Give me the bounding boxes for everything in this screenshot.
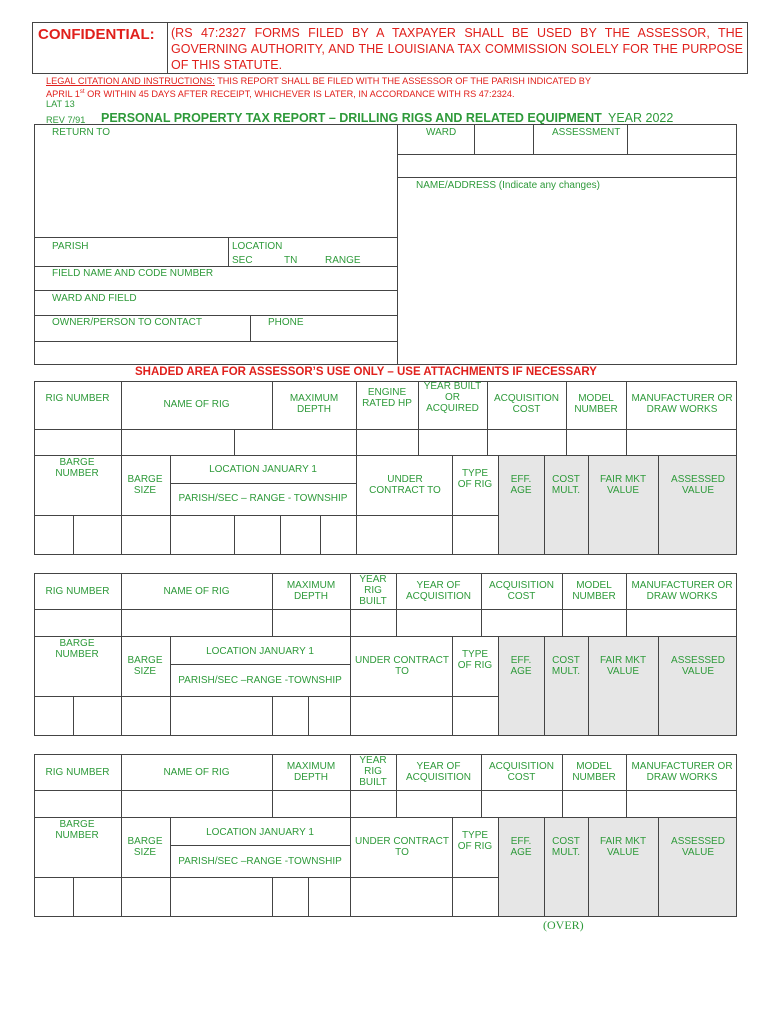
b1-barge-size: BARGE SIZE (127, 474, 163, 496)
b1-v6 (566, 381, 567, 455)
b3-w7 (544, 817, 545, 917)
shaded-notice: SHADED AREA FOR ASSESSOR’S USE ONLY – USE ATTACHMENTS IF NECESSARY (135, 366, 597, 378)
b2-shade (498, 637, 736, 735)
b2-fair-mkt: FAIR MKT VALUE (599, 655, 647, 677)
b3-v5 (481, 754, 482, 817)
b2-v3 (350, 573, 351, 636)
b1-loc-mid (170, 483, 356, 484)
b2-h1 (34, 609, 737, 610)
b2-w4 (350, 636, 351, 736)
b3-year-rig-built: YEAR RIG BUILT (359, 755, 387, 788)
b1-v4 (418, 381, 419, 455)
b2-year-acq: YEAR OF ACQUISITION (405, 580, 471, 602)
b1-assessed: ASSESSED VALUE (671, 474, 725, 496)
b1-v2 (272, 381, 273, 429)
b2-cost-mult: COST MULT. (551, 655, 581, 677)
b1-parish-sec: PARISH/SEC – RANGE - TOWNSHIP (178, 493, 348, 504)
b3-w8 (588, 817, 589, 917)
b1-w1 (121, 455, 122, 555)
confidential-text: (RS 47:2327 FORMS FILED BY A TAXPAYER SHALL BE USED BY THE ASSESSOR, THE GOVERNING AUTHORITY, AND THE LOUISIANA TAX COMMISSION SOLELY FOR THE PURPOSE OF THIS STATUTE. (171, 26, 743, 72)
lat-code: LAT 13 (46, 99, 75, 109)
ward-field-top (34, 290, 397, 291)
b3-model: MODEL NUMBER (572, 761, 616, 783)
b1-location-jan: LOCATION JANUARY 1 (209, 464, 317, 475)
b1-engine: ENGINE RATED HP (362, 387, 412, 409)
return-to-field[interactable] (35, 140, 396, 237)
tn-label: TN (284, 255, 298, 266)
b2-v6 (562, 573, 563, 636)
b3-v1 (121, 754, 122, 817)
b3-v6 (562, 754, 563, 817)
b3-w5 (452, 817, 453, 917)
over-label: (OVER) (543, 918, 584, 932)
b3-v3 (350, 754, 351, 817)
b1-w3c (320, 515, 321, 555)
b1-cost-mult: COST MULT. (551, 474, 581, 496)
b2-w5 (452, 636, 453, 736)
b3-loc-mid (170, 845, 350, 846)
b1-max-depth: MAXIMUM DEPTH (289, 393, 339, 415)
b2-v4 (396, 573, 397, 636)
phone-label: PHONE (268, 317, 304, 328)
form-year: YEAR 2022 (608, 111, 674, 125)
range-label: RANGE (325, 255, 361, 266)
ward-div3 (627, 124, 628, 154)
b1-v5 (487, 381, 488, 455)
b2-rig-number: RIG NUMBER (45, 586, 110, 597)
b2-loc-mid (170, 664, 350, 665)
b3-max-depth: MAXIMUM DEPTH (286, 761, 336, 783)
b1-v3 (356, 381, 357, 455)
name-address-label: NAME/ADDRESS (Indicate any changes) (416, 180, 600, 191)
b2-v7 (626, 573, 627, 636)
b2-model: MODEL NUMBER (572, 580, 616, 602)
field-row-top (34, 266, 397, 267)
b1-year-built: YEAR BUILT OR ACQUIRED (423, 381, 482, 414)
b1-acq-cost: ACQUISITION COST (493, 393, 559, 415)
b2-w7 (544, 636, 545, 736)
b3-acq-cost: ACQUISITION COST (488, 761, 554, 783)
b2-year-rig-built: YEAR RIG BUILT (359, 574, 387, 607)
b2-w9 (658, 636, 659, 736)
ward-field-label: WARD AND FIELD (52, 293, 137, 304)
b1-w7 (544, 455, 545, 555)
b2-barge-number: BARGE NUMBER (55, 638, 99, 660)
parish-div (228, 237, 229, 266)
parish-label: PARISH (52, 241, 89, 252)
b3-cost-mult: COST MULT. (551, 836, 581, 858)
form-title: PERSONAL PROPERTY TAX REPORT – DRILLING RIGS AND RELATED EQUIPMENT (101, 111, 602, 125)
b3-assessed: ASSESSED VALUE (671, 836, 725, 858)
b1-name-of-rig: NAME OF RIG (163, 399, 230, 410)
b2-v1 (121, 573, 122, 636)
b3-rig-number: RIG NUMBER (45, 767, 110, 778)
b1-under-contract: UNDER CONTRACT TO (369, 474, 441, 496)
b1-fair-mkt: FAIR MKT VALUE (599, 474, 647, 496)
b1-w3b (280, 515, 281, 555)
b3-w4 (350, 817, 351, 917)
b1-w6 (498, 455, 499, 555)
b2-w8 (588, 636, 589, 736)
b3-shade (498, 818, 736, 916)
b1-v7 (626, 381, 627, 455)
b1-type-of-rig: TYPE OF RIG (457, 468, 493, 490)
b2-v5 (481, 573, 482, 636)
b2-w3 (272, 696, 273, 736)
b3-w6 (498, 817, 499, 917)
b3-eff-age: EFF. AGE (510, 836, 532, 858)
b1-w3 (234, 515, 235, 555)
b2-manufacturer: MANUFACTURER OR DRAW WORKS (631, 580, 733, 602)
b3-w1b (73, 877, 74, 917)
confidential-divider (167, 22, 168, 74)
location-label: LOCATION (232, 241, 283, 252)
b2-max-depth: MAXIMUM DEPTH (286, 580, 336, 602)
b1-h1 (34, 429, 737, 430)
b1-manufacturer: MANUFACTURER OR DRAW WORKS (631, 393, 733, 415)
name-address-top (397, 177, 737, 178)
b3-h1 (34, 790, 737, 791)
b1-rig-number: RIG NUMBER (45, 393, 110, 404)
owner-label: OWNER/PERSON TO CONTACT (52, 317, 203, 328)
sec-label: SEC (232, 255, 253, 266)
legal-line2-text: OR WITHIN 45 DAYS AFTER RECEIPT, WHICHEVER IS LATER, IN ACCORDANCE WITH RS 47:2324. (87, 89, 515, 100)
b1-shade (498, 456, 736, 554)
b2-w3b (308, 696, 309, 736)
b3-fair-mkt: FAIR MKT VALUE (599, 836, 647, 858)
owner-row-top (34, 315, 397, 316)
b1-v2b (234, 429, 235, 455)
b2-v2 (272, 573, 273, 636)
ward-div1 (474, 124, 475, 154)
b3-w9 (658, 817, 659, 917)
b3-year-acq: YEAR OF ACQUISITION (405, 761, 471, 783)
b3-location-jan: LOCATION JANUARY 1 (206, 827, 314, 838)
b1-w8 (588, 455, 589, 555)
b3-parish-sec: PARISH/SEC –RANGE -TOWNSHIP (178, 856, 342, 867)
owner-div (250, 315, 251, 341)
b2-eff-age: EFF. AGE (510, 655, 532, 677)
b2-w1 (121, 636, 122, 736)
legal-citation (46, 76, 591, 86)
b3-under-contract: UNDER CONTRACT TO (355, 836, 449, 858)
assessment-label: ASSESSMENT (552, 127, 621, 138)
b2-w1b (73, 696, 74, 736)
b3-w3 (272, 877, 273, 917)
ward-row-bottom (397, 154, 737, 155)
b3-w3b (308, 877, 309, 917)
b2-name-of-rig: NAME OF RIG (163, 586, 230, 597)
b2-barge-size: BARGE SIZE (127, 655, 163, 677)
b1-w4 (356, 455, 357, 555)
b1-w5 (452, 455, 453, 555)
b1-eff-age: EFF. AGE (510, 474, 532, 496)
b2-acq-cost: ACQUISITION COST (488, 580, 554, 602)
b1-w1b (73, 515, 74, 555)
legal-text: THIS REPORT SHALL BE FILED WITH THE ASSESSOR OF THE PARISH INDICATED BY (217, 76, 592, 86)
legal-line2 (46, 87, 515, 99)
b2-location-jan: LOCATION JANUARY 1 (206, 646, 314, 657)
b1-w9 (658, 455, 659, 555)
b1-model: MODEL NUMBER (574, 393, 618, 415)
ward-div2 (533, 124, 534, 154)
ward-label: WARD (426, 127, 457, 138)
b3-v7 (626, 754, 627, 817)
return-to-label: RETURN TO (52, 127, 110, 138)
b3-barge-size: BARGE SIZE (127, 836, 163, 858)
confidential-label: CONFIDENTIAL: (38, 26, 155, 43)
b3-v4 (396, 754, 397, 817)
b2-assessed: ASSESSED VALUE (671, 655, 725, 677)
field-name-label: FIELD NAME AND CODE NUMBER (52, 268, 214, 279)
b2-parish-sec: PARISH/SEC –RANGE -TOWNSHIP (178, 675, 342, 686)
legal-sup: st (79, 89, 85, 95)
b1-barge-number: BARGE NUMBER (55, 457, 99, 479)
name-address-field[interactable] (398, 192, 736, 364)
legal-label: LEGAL CITATION AND INSTRUCTIONS: (46, 76, 215, 86)
b3-v2 (272, 754, 273, 817)
b1-v1 (121, 381, 122, 455)
parish-row-top (34, 237, 397, 238)
b3-w1 (121, 817, 122, 917)
legal-april: APRIL 1 (46, 89, 80, 100)
b3-manufacturer: MANUFACTURER OR DRAW WORKS (631, 761, 733, 783)
b3-barge-number: BARGE NUMBER (55, 819, 99, 841)
owner-row-bottom (34, 341, 397, 342)
rev-code: REV 7/91 (46, 115, 86, 125)
b2-under-contract: UNDER CONTRACT TO (355, 655, 449, 677)
b3-name-of-rig: NAME OF RIG (163, 767, 230, 778)
b3-type-of-rig: TYPE OF RIG (457, 830, 493, 852)
b2-type-of-rig: TYPE OF RIG (457, 649, 493, 671)
b2-w6 (498, 636, 499, 736)
